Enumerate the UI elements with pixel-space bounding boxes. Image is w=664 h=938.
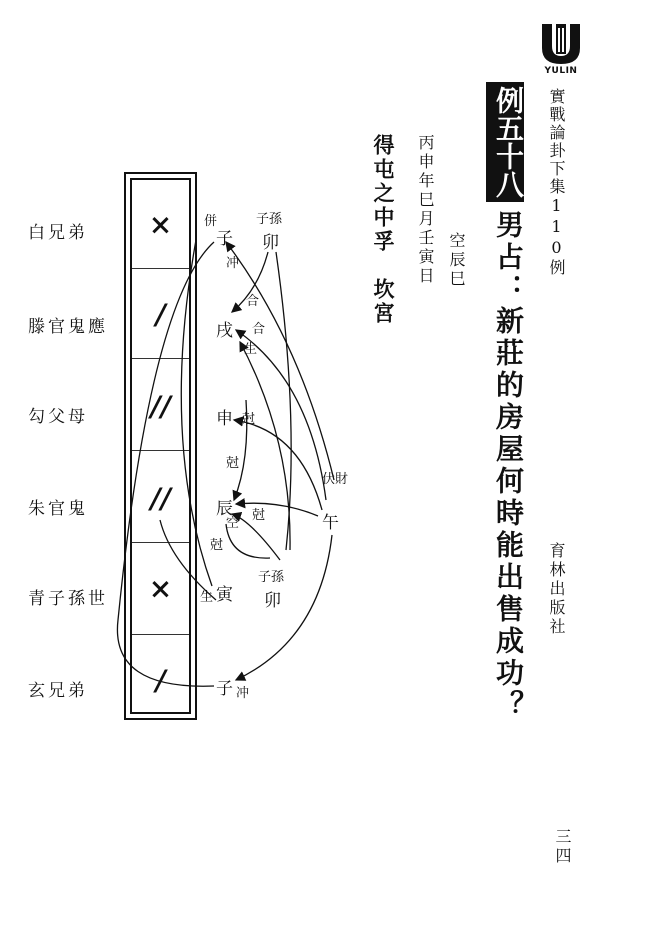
line-mark-4: //	[150, 390, 171, 423]
note-ke-1: 尅	[242, 412, 256, 427]
branch-chen: 辰	[216, 499, 233, 519]
page-number: 三四	[553, 828, 572, 866]
note-sheng-2: 生	[200, 590, 214, 605]
note-ke-3: 尅	[252, 508, 266, 523]
publisher-name: 育林出版社	[547, 542, 566, 637]
divination-date: 丙申年巳月壬寅日	[416, 134, 435, 286]
line-mark-6: ×	[148, 208, 173, 241]
branch-mao-top: 卯	[262, 233, 279, 253]
branch-wu-hidden: 午	[322, 513, 339, 533]
branch-zi-top: 子	[216, 229, 233, 249]
note-zisun-top: 子孫	[256, 212, 283, 227]
branch-shen: 申	[216, 409, 233, 429]
series-title: 實戰論卦下集110例	[547, 88, 566, 277]
branch-zi-bottom: 子	[216, 679, 233, 699]
branch-xu: 戌	[216, 321, 233, 341]
example-badge: 例五十八	[486, 82, 524, 202]
line-mark-1: /	[155, 664, 166, 697]
note-chong-bottom: 冲	[236, 686, 250, 701]
line-label-2: 青子孫世	[28, 589, 108, 609]
note-sheng-1: 生	[244, 342, 258, 357]
hexagram-name: 得屯之中孚 坎宮	[371, 134, 396, 326]
line-label-6: 白兄弟	[28, 223, 88, 243]
note-he-1: 合	[246, 294, 260, 309]
logo-brand-text: YULIN	[544, 66, 578, 76]
note-zisun-bottom: 子孫	[258, 570, 285, 585]
note-chong-top: 冲	[226, 256, 240, 271]
line-label-3: 朱官鬼	[28, 499, 88, 519]
line-mark-3: //	[150, 482, 171, 515]
question-heading: 男占：新莊的房屋何時能出售成功？	[492, 210, 525, 722]
line-label-5: 滕官鬼應	[28, 317, 108, 337]
note-kong: 空	[226, 516, 240, 531]
note-bing: 併	[204, 214, 218, 229]
note-fucai: 伏財	[322, 472, 349, 487]
note-he-2: 合	[252, 322, 266, 337]
line-mark-2: ×	[148, 572, 173, 605]
note-ke-4: 尅	[210, 538, 224, 553]
void-branches: 空辰巳	[447, 232, 466, 289]
line-label-1: 玄兄弟	[28, 681, 88, 701]
line-label-4: 勾父母	[28, 407, 88, 427]
branch-yin: 寅	[216, 585, 233, 605]
branch-mao-bottom: 卯	[264, 591, 281, 611]
note-ke-2: 尅	[226, 456, 240, 471]
line-mark-5: /	[155, 298, 166, 331]
